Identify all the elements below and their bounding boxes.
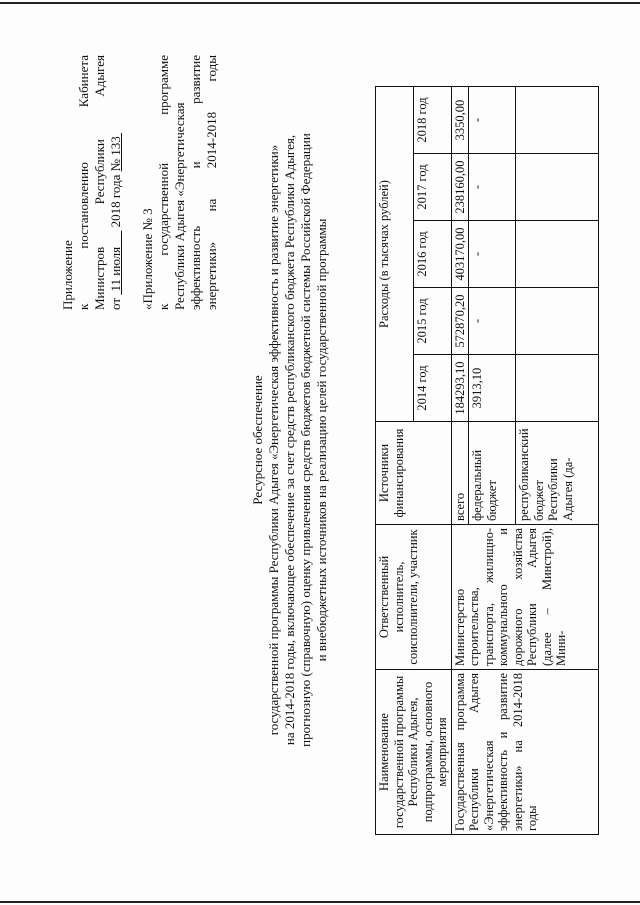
value-cell: 238160,00: [451, 154, 469, 221]
source-cell: всего: [451, 422, 469, 525]
value-cell: 572870,20: [451, 288, 469, 355]
table-row: [451, 87, 469, 835]
value-cell: [516, 154, 599, 221]
document-heading: [250, 10, 330, 870]
top-scan-edge: [0, 2, 640, 4]
quote-line-5: энергетики» на 2014-2018 годы: [204, 55, 219, 310]
appendix-date-line: от 11 июля 2018 года № 133: [108, 136, 123, 310]
appendix-number: 133: [108, 136, 123, 156]
value-cell: -: [469, 288, 516, 355]
header-program-name: Наименование государственной программы Республики Адыгея, подпрограммы, основного мероприятия: [376, 670, 452, 835]
year-2018: 2018 год: [413, 87, 451, 154]
quote-line-4: эффективность и развитие: [188, 55, 203, 310]
quote-title: «Приложение № 3: [140, 208, 155, 310]
quote-line-3: Республики Адыгея «Энергетическая: [172, 102, 187, 310]
quote-line-2: к государственной программе: [156, 55, 171, 310]
bottom-scan-edge: [0, 901, 640, 903]
value-cell: 3350,00: [451, 87, 469, 154]
executor-cell: Министерство строительства, транспорта, жилищно-коммунального и дорожного хозяйства Республики Адыгея (далее – Минстрой), Мини-: [451, 525, 599, 670]
value-cell: -: [469, 154, 516, 221]
year-2015: 2015 год: [413, 288, 451, 355]
table-header-row: [376, 87, 414, 835]
resource-table: [375, 86, 599, 835]
value-cell: 184293,10: [451, 355, 469, 422]
appendix-title: Приложение: [60, 240, 75, 310]
appendix-block: [60, 55, 220, 310]
heading-title: Ресурсное обеспечение: [250, 375, 265, 505]
source-cell: республиканский бюджет Республики Адыгея (да-: [516, 422, 599, 525]
value-cell: -: [469, 221, 516, 288]
source-cell: федеральный бюджет: [469, 422, 516, 525]
value-cell: 403170,00: [451, 221, 469, 288]
program-name-cell: Государственная программа Республики Адыгея «Энергетическая эффективность и развитие энергетики» на 2014-2018 годы: [451, 670, 599, 835]
appendix-month: июля: [108, 246, 123, 276]
header-source: Источники финансирования: [376, 422, 452, 525]
header-costs: Расходы (в тысячах рублей): [376, 87, 414, 422]
header-executor: Ответственный исполнитель, соисполнители, участник: [376, 525, 452, 670]
year-2014: 2014 год: [413, 355, 451, 422]
value-cell: -: [469, 87, 516, 154]
value-cell: [516, 221, 599, 288]
year-2017: 2017 год: [413, 154, 451, 221]
value-cell: [516, 288, 599, 355]
heading-line-3: прогнозную (справочную) оценку привлечения средств бюджетов бюджетной системы Российской Федерации: [298, 133, 313, 747]
heading-line-1: государственной программы Республики Адыгея «Энергетическая эффективность и развитие энергетики»: [266, 144, 281, 736]
appendix-year: 2018 года: [108, 174, 123, 228]
value-cell: [516, 355, 599, 422]
heading-line-2: на 2014-2018 годы, включающее обеспечение за счет средств республиканского бюджета Республики Адыгея,: [282, 134, 297, 746]
appendix-line-3: Министров Республики Адыгея: [92, 55, 107, 310]
year-2016: 2016 год: [413, 221, 451, 288]
appendix-day: 11: [108, 278, 123, 292]
appendix-line-2: к постановлению Кабинета: [76, 55, 91, 310]
value-cell: [516, 87, 599, 154]
heading-line-4: и внебюджетных источников на реализацию целей государственной программы: [314, 218, 329, 662]
value-cell: 3913,10: [469, 355, 516, 422]
rotated-document-content: [20, 10, 620, 870]
